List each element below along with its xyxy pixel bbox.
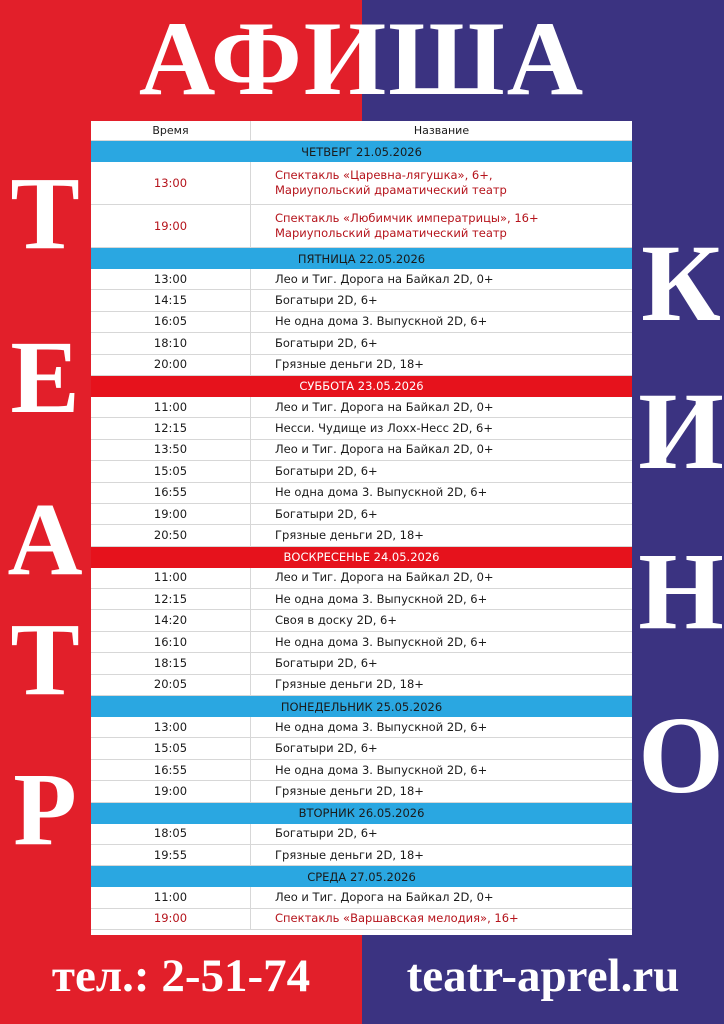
kino-letter: О	[638, 694, 724, 816]
event-name: Богатыри 2D, 6+	[275, 741, 378, 756]
event-time: 18:10	[91, 333, 251, 353]
event-time: 19:00	[91, 205, 251, 247]
event-time: 20:50	[91, 525, 251, 545]
event-row	[91, 525, 632, 546]
event-row	[91, 205, 632, 248]
kino-letter: К	[641, 222, 721, 344]
event-time: 19:00	[91, 504, 251, 524]
day-header-row: ВТОРНИК 26.05.2026	[91, 803, 632, 824]
event-time: 18:05	[91, 824, 251, 844]
event-row	[91, 610, 632, 631]
day-header-row: ВОСКРЕСЕНЬЕ 24.05.2026	[91, 547, 632, 568]
kino-letter: И	[638, 370, 724, 492]
event-name-line: Спектакль «Любимчик императрицы», 16+	[275, 211, 539, 225]
event-time: 11:00	[91, 887, 251, 907]
event-name: Грязные деньги 2D, 18+	[275, 677, 424, 692]
event-time: 13:00	[91, 717, 251, 737]
event-time: 18:15	[91, 653, 251, 673]
event-row	[91, 653, 632, 674]
event-row	[91, 397, 632, 418]
time-column-header: Время	[91, 121, 251, 140]
event-name: Не одна дома 3. Выпускной 2D, 6+	[275, 314, 488, 329]
event-time: 16:55	[91, 760, 251, 780]
event-time: 19:00	[91, 909, 251, 929]
event-row	[91, 461, 632, 482]
event-name	[251, 205, 632, 247]
event-row	[91, 632, 632, 653]
event-venue-line: Мариупольский драматический театр	[275, 226, 507, 240]
event-name: Богатыри 2D, 6+	[275, 506, 378, 521]
event-name: Лео и Тиг. Дорога на Байкал 2D, 0+	[275, 399, 494, 414]
website-link[interactable]: teatr-aprel.ru	[406, 950, 680, 1002]
event-row	[91, 845, 632, 866]
poster-title: АФИША	[138, 0, 586, 117]
event-time: 12:15	[91, 589, 251, 609]
event-time: 19:55	[91, 845, 251, 865]
name-column-header: Название	[413, 124, 470, 137]
event-row	[91, 717, 632, 738]
schedule-table	[91, 121, 632, 935]
event-row	[91, 568, 632, 589]
event-row	[91, 504, 632, 525]
event-name: Грязные деньги 2D, 18+	[275, 847, 424, 862]
event-time: 12:15	[91, 418, 251, 438]
kino-letter: Н	[638, 530, 724, 652]
event-row	[91, 290, 632, 311]
event-time: 13:00	[91, 269, 251, 289]
event-name: Спектакль «Варшавская мелодия», 16+	[275, 911, 519, 926]
event-name: Грязные деньги 2D, 18+	[275, 527, 424, 542]
table-header-row	[91, 121, 632, 141]
event-time: 13:50	[91, 440, 251, 460]
theatre-letter: Т	[10, 156, 80, 271]
day-header-row: ПОНЕДЕЛЬНИК 25.05.2026	[91, 696, 632, 717]
event-name: Несси. Чудище из Лохх-Несс 2D, 6+	[275, 421, 493, 436]
day-header-row: СУББОТА 23.05.2026	[91, 376, 632, 397]
event-time: 13:00	[91, 162, 251, 204]
day-header-row: ПЯТНИЦА 22.05.2026	[91, 248, 632, 269]
day-header-row: СРЕДА 27.05.2026	[91, 866, 632, 887]
event-name: Не одна дома 3. Выпускной 2D, 6+	[275, 762, 488, 777]
event-row	[91, 760, 632, 781]
event-time: 16:10	[91, 632, 251, 652]
theatre-letter: Т	[10, 602, 80, 717]
event-name: Богатыри 2D, 6+	[275, 655, 378, 670]
event-name: Не одна дома 3. Выпускной 2D, 6+	[275, 719, 488, 734]
theatre-letter: Е	[10, 320, 80, 435]
event-row	[91, 589, 632, 610]
event-row	[91, 738, 632, 759]
event-name: Не одна дома 3. Выпускной 2D, 6+	[275, 634, 488, 649]
event-row	[91, 418, 632, 439]
event-time: 19:00	[91, 781, 251, 801]
event-time: 16:55	[91, 483, 251, 503]
event-row	[91, 675, 632, 696]
event-time: 16:05	[91, 312, 251, 332]
event-time: 14:15	[91, 290, 251, 310]
event-time: 15:05	[91, 461, 251, 481]
event-name: Не одна дома 3. Выпускной 2D, 6+	[275, 591, 488, 606]
event-name: Богатыри 2D, 6+	[275, 293, 378, 308]
event-time: 15:05	[91, 738, 251, 758]
event-row	[91, 269, 632, 290]
event-name: Богатыри 2D, 6+	[275, 826, 378, 841]
event-name	[251, 162, 632, 204]
event-name: Лео и Тиг. Дорога на Байкал 2D, 0+	[275, 890, 494, 905]
event-name: Лео и Тиг. Дорога на Байкал 2D, 0+	[275, 570, 494, 585]
event-row	[91, 483, 632, 504]
day-header-row: ЧЕТВЕРГ 21.05.2026	[91, 141, 632, 162]
event-time: 20:05	[91, 675, 251, 695]
event-row	[91, 887, 632, 908]
event-row	[91, 355, 632, 376]
event-row	[91, 824, 632, 845]
event-row	[91, 909, 632, 930]
phone-number: тел.: 2-51-74	[51, 950, 311, 1002]
theatre-letter: А	[7, 482, 83, 597]
event-name: Грязные деньги 2D, 18+	[275, 783, 424, 798]
event-time: 11:00	[91, 568, 251, 588]
event-name: Богатыри 2D, 6+	[275, 463, 378, 478]
event-row	[91, 781, 632, 802]
event-name-line: Спектакль «Царевна-лягушка», 6+,	[275, 168, 493, 182]
event-venue-line: Мариупольский драматический театр	[275, 183, 507, 197]
event-name: Грязные деньги 2D, 18+	[275, 357, 424, 372]
event-row	[91, 312, 632, 333]
event-name: Не одна дома 3. Выпускной 2D, 6+	[275, 485, 488, 500]
event-row	[91, 440, 632, 461]
event-name: Своя в доску 2D, 6+	[275, 613, 398, 628]
event-name: Богатыри 2D, 6+	[275, 335, 378, 350]
event-time: 14:20	[91, 610, 251, 630]
event-row	[91, 162, 632, 205]
event-name: Лео и Тиг. Дорога на Байкал 2D, 0+	[275, 442, 494, 457]
event-time: 11:00	[91, 397, 251, 417]
theatre-letter: Р	[13, 752, 77, 867]
event-name: Лео и Тиг. Дорога на Байкал 2D, 0+	[275, 271, 494, 286]
event-row	[91, 333, 632, 354]
event-time: 20:00	[91, 355, 251, 375]
